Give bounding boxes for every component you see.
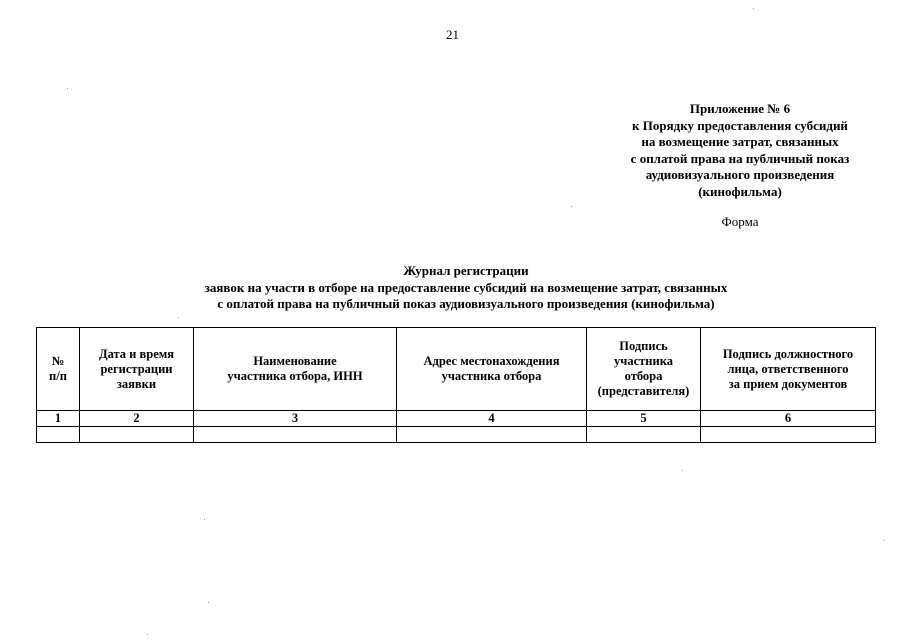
table-cell: [587, 427, 701, 443]
appendix-header: [600, 101, 880, 201]
column-header-1: [37, 328, 80, 411]
column-number: 3: [194, 411, 397, 427]
journal-title-line: заявок на участи в отборе на предоставление субсидий на возмещение затрат, связанных: [204, 279, 728, 295]
column-header-line: отбора: [624, 369, 663, 383]
table-header-row: [37, 328, 876, 411]
column-number-row: [37, 411, 876, 427]
column-header-line: Дата и время: [98, 346, 175, 361]
form-label: Форма: [721, 214, 759, 229]
registration-table: [36, 327, 876, 443]
column-header-line: участника отбора, ИНН: [227, 369, 363, 383]
journal-title-line: с оплатой права на публичный показ аудиовизуального произведения (кинофильма): [217, 296, 715, 311]
appendix-line: с оплатой права на публичный показ: [630, 150, 850, 166]
column-header-line: Адрес местонахождения: [423, 354, 560, 368]
column-header-line: Подпись должностного: [722, 346, 854, 361]
scan-speck: [204, 519, 205, 520]
appendix-line: Приложение № 6: [689, 101, 791, 116]
column-header-2: [80, 328, 194, 411]
scan-speck: [208, 602, 209, 603]
table-cell: [194, 427, 397, 443]
scan-speck: [67, 88, 68, 89]
appendix-line: на возмещение затрат, связанных: [641, 134, 839, 150]
column-header-line: п/п: [49, 369, 67, 383]
column-number: 6: [701, 411, 876, 427]
scan-speck: [682, 470, 683, 471]
column-number: 2: [80, 411, 194, 427]
column-number: 5: [587, 411, 701, 427]
journal-title-line: Журнал регистрации: [403, 263, 529, 278]
column-header-line: Подпись: [619, 339, 668, 353]
column-number: 1: [37, 411, 80, 427]
scan-speck: [147, 634, 148, 635]
scan-speck: [884, 540, 885, 541]
column-header-line: №: [51, 354, 65, 368]
scan-speck: [571, 206, 572, 207]
column-header-5: [587, 328, 701, 411]
scan-speck: [178, 317, 179, 318]
column-header-line: лица, ответственного: [727, 361, 849, 376]
column-header-line: (представителя): [597, 384, 690, 398]
column-header-line: за прием документов: [728, 376, 848, 391]
table-cell: [80, 427, 194, 443]
column-header-line: участника отбора: [441, 369, 542, 383]
column-header-4: [397, 328, 587, 411]
table-cell: [37, 427, 80, 443]
column-header-6: [701, 328, 876, 411]
column-header-line: участника: [614, 354, 673, 368]
column-number: 4: [397, 411, 587, 427]
table-cell: [397, 427, 587, 443]
journal-title: [0, 263, 905, 313]
column-header-line: Наименование: [253, 354, 337, 368]
page-number: 21: [446, 27, 459, 42]
scan-speck: [753, 8, 754, 9]
column-header-line: регистрации: [100, 361, 173, 376]
appendix-line: к Порядку предоставления субсидий: [632, 117, 848, 133]
column-header-line: заявки: [116, 376, 157, 391]
column-header-3: [194, 328, 397, 411]
appendix-line: аудиовизуального произведения: [645, 167, 835, 183]
table-cell: [701, 427, 876, 443]
appendix-line: (кинофильма): [698, 183, 782, 199]
table-row: [37, 427, 876, 443]
